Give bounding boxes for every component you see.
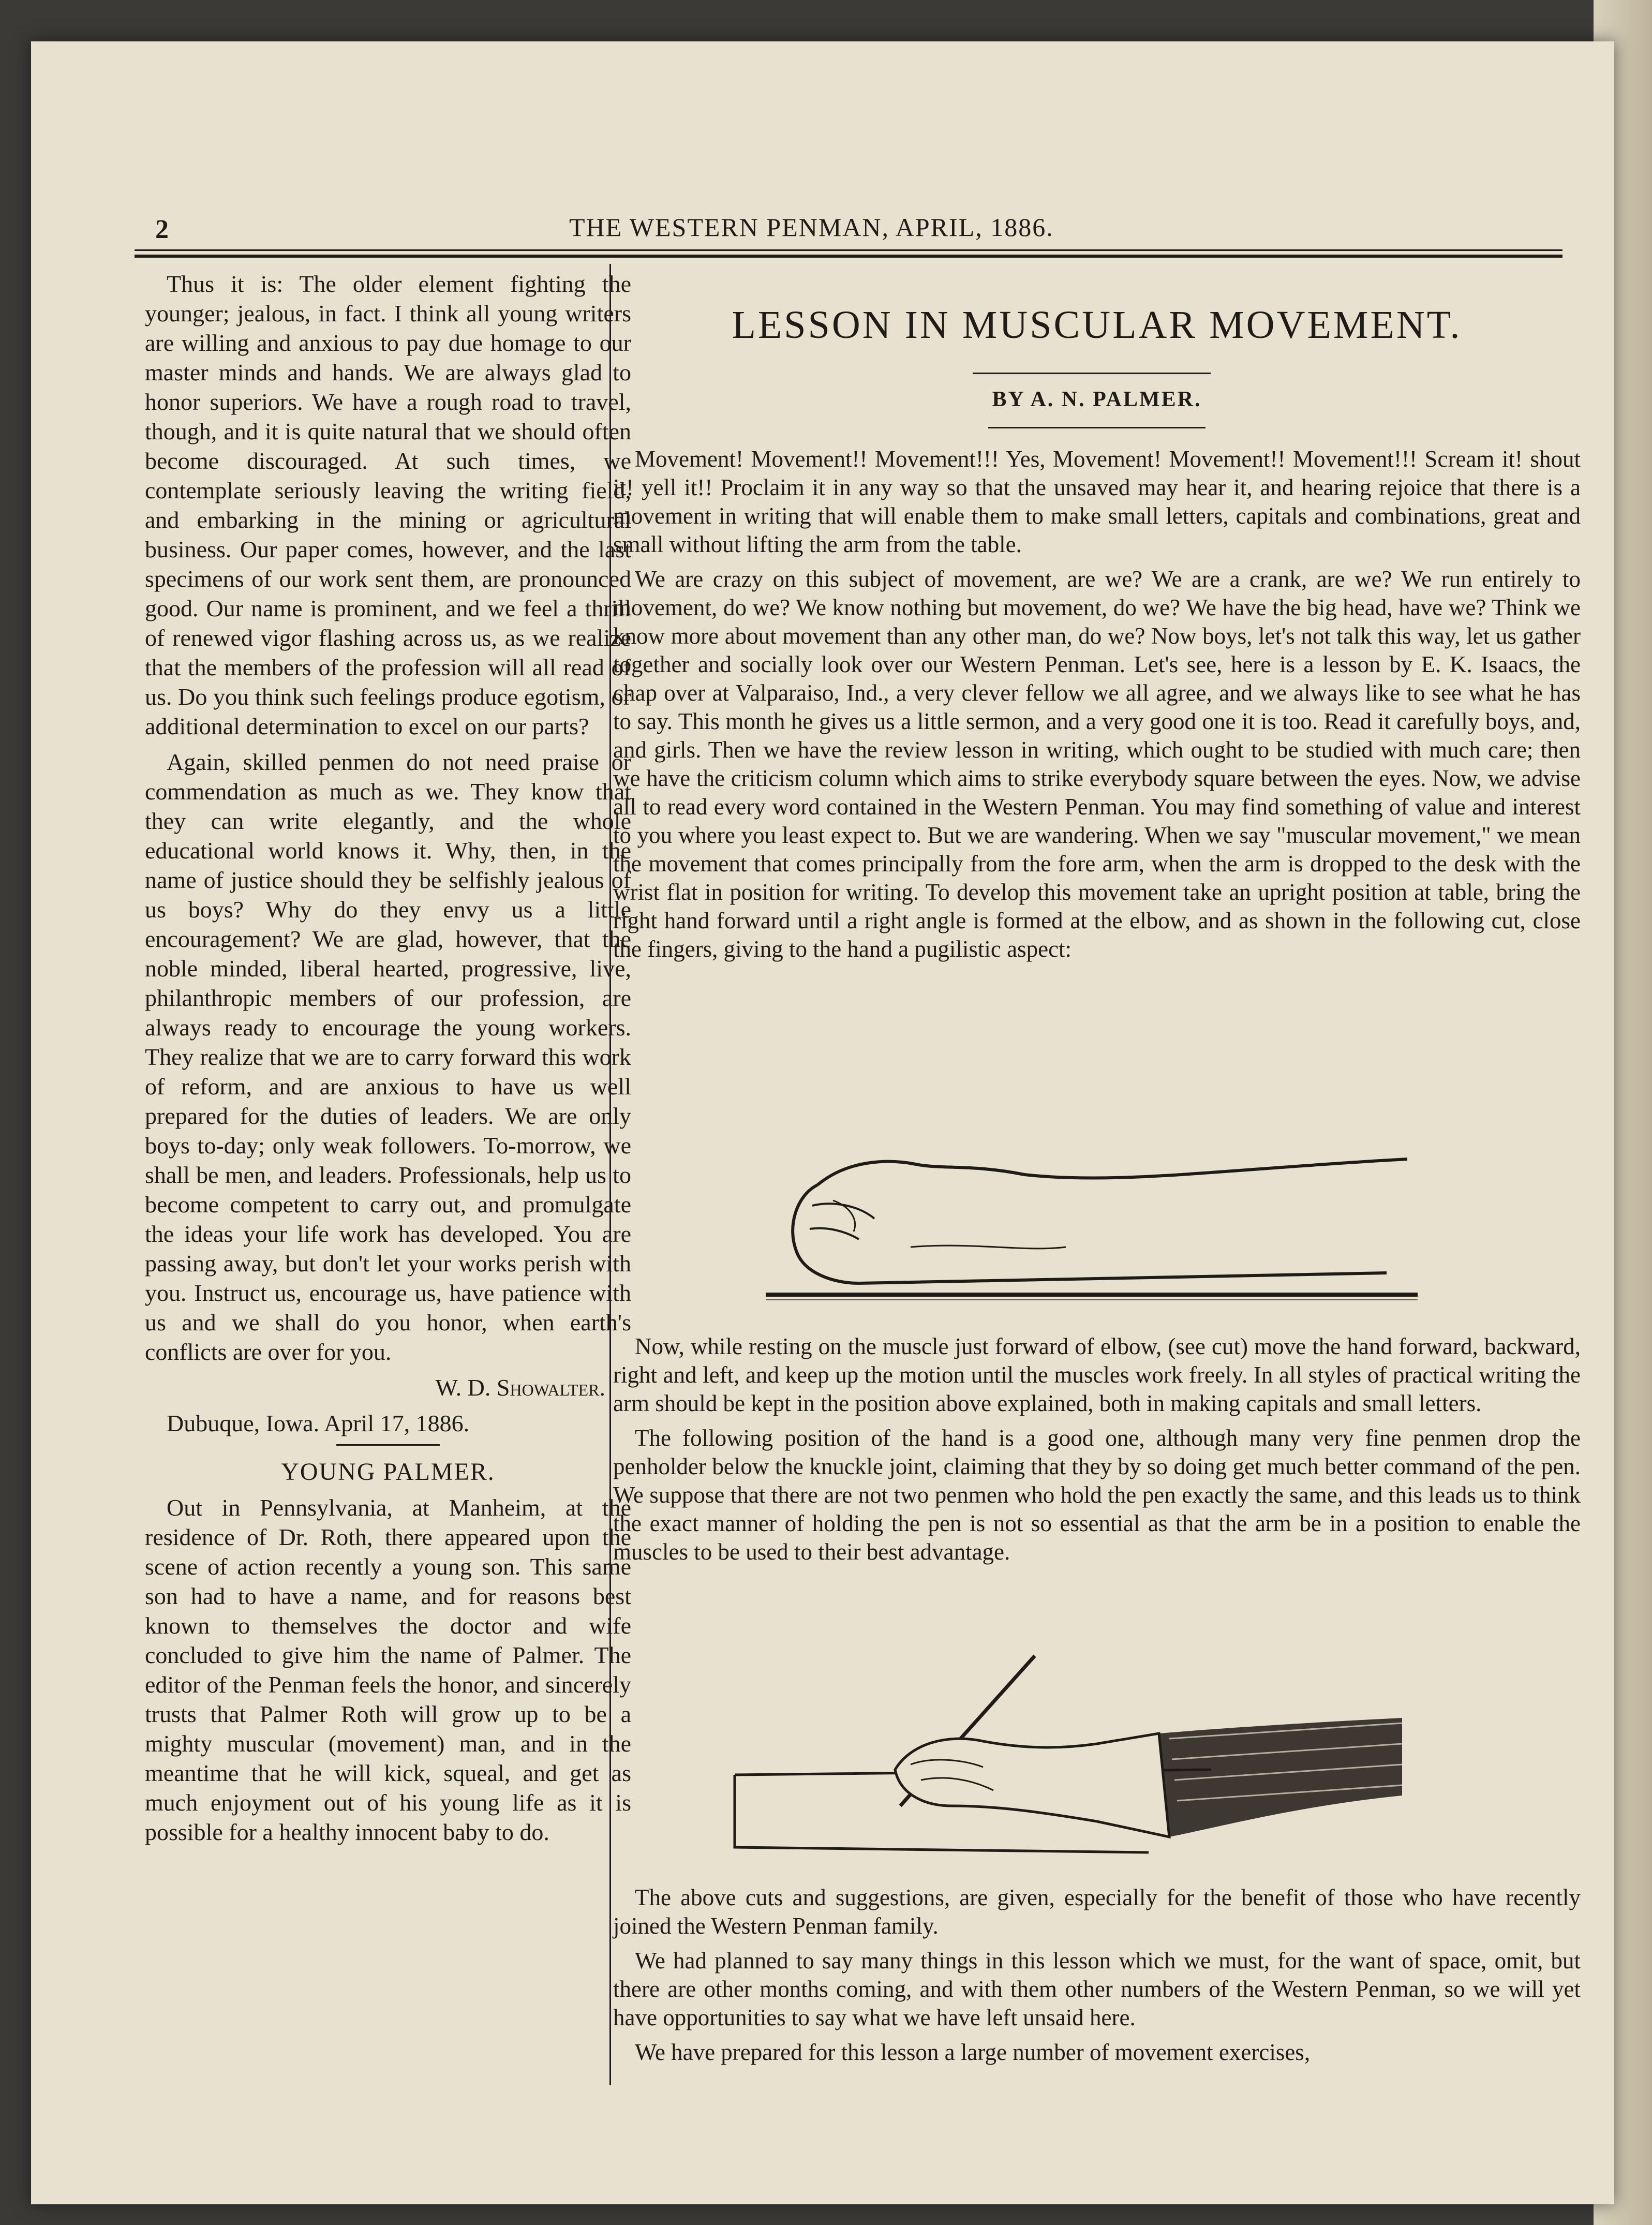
header-rule-thin (135, 249, 1562, 251)
lesson-top-text (613, 445, 1581, 970)
header-rule-thick (135, 255, 1562, 258)
lesson-paragraph: We had planned to say many things in this lesson which we must, for the want of space, omit, but there are other months coming, and with them other numbers of the Western Penman, so we will yet have opportunities to say what we have left unsaid here. (613, 1948, 1581, 2030)
young-palmer-title: YOUNG PALMER. (281, 1458, 495, 1486)
lesson-paragraph: We are crazy on this subject of movement, are we? We are a crank, are we? We run entirely to movement, do we? We know nothing but movement, do we? We have the big head, have we? Think we know more about movement than any other man, do we? Now boys, let's not talk this way, let us gather together and socially look over our Western Penman. Let's see, here is a lesson by E. K. Isaacs, the chap over at Valparaiso, Ind., a very clever fellow we all agree, and we always like to see what he has to say. This month he gives us a little sermon, and a very good one it is too. Read it carefully boys, and, and girls. Then we have the review lesson in writing, which ought to be studied with much care; then we have the criticism column which aims to strike everybody square between the eyes. Now, we advise all to read every word contained in the Western Penman. You may find something of value and interest to you where you least expect to. But we are wandering. When we say "muscular movement," we mean the movement that comes principally from the fore arm, when the arm is dropped to the desk with the wrist flat in position for writing. To develop this movement take an upright position at table, bring the right hand forward until a right angle is formed at the elbow, and as shown in the following cut, close the fingers, giving to the hand a pugilistic aspect: (613, 566, 1581, 962)
pen-hand-illustration (704, 1651, 1480, 1858)
running-title: THE WESTERN PENMAN, APRIL, 1886. (569, 213, 1054, 242)
young-palmer-text: Out in Pennsylvania, at Manheim, at the residence of Dr. Roth, there appeared upon the scene of action recently a young son. This same son had to have a name, and for reasons best known to themselves the doctor and wife concluded to give him the name of Palmer. The editor of the Penman feels the honor, and sincerely trusts that Palmer Roth will grow up to be a mighty muscular (movement) man, and in the meantime that he will kick, squeal, and get as much enjoyment out of his young life as it is possible for a healthy innocent baby to do. (145, 1494, 631, 1845)
title-rule (973, 373, 1211, 374)
lesson-paragraph: The above cuts and suggestions, are given, especially for the benefit of those who have recently joined the Western Penman family. (613, 1885, 1581, 1939)
article-paragraph: Again, skilled penmen do not need praise or commendation as much as we. They know that they can write elegantly, and the whole educational world knows it. Why, then, in the name of justice should they be selfishly jealous of us boys? Why do they envy us a little encouragement? We are glad, however, that the noble minded, liberal hearted, progressive, live, philanthropic members of our profession, are always ready to encourage the young workers. They realize that we are to carry forward this work of reform, and are anxious to have us well prepared for the duties of leaders. We are only boys to-day; only weak followers. To-morrow, we shall be men, and leaders. Professionals, help us to become competent to carry out, and promulgate the ideas your life work has developed. You are passing away, but don't let your works perish with you. Instruct us, encourage us, have patience with us and we shall do you honor, when earth's conflicts are over for you. (145, 749, 631, 1365)
lesson-middle-text (613, 1332, 1581, 1573)
page-number: 2 (155, 215, 169, 244)
place-date: Dubuque, Iowa. April 17, 1886. (167, 1410, 470, 1436)
page-header (31, 208, 1614, 249)
lesson-paragraph: Movement! Movement!! Movement!!! Yes, Movement! Movement!! Movement!!! Scream it! shout it! yell it!! Proclaim it in any way so that the unsaved may hear it, and hearing rejoice that there is a movement in writing that will enable them to make small letters, capitals and combinations, great and small without lifting the arm from the table. (613, 446, 1581, 557)
section-divider (336, 1444, 440, 1446)
fist-arm-illustration (755, 1128, 1428, 1314)
lesson-title: LESSON IN MUSCULAR MOVEMENT. (732, 303, 1462, 347)
signature: W. D. Showalter. (435, 1374, 605, 1401)
lesson-bottom-text (613, 1883, 1581, 2073)
lesson-paragraph: The following position of the hand is a good one, although many very fine penmen drop the penholder below the knuckle joint, claiming that they by so doing get much better command of the pen. We suppose that there are not two penmen who hold the pen exactly the same, and this leads us to think the exact manner of holding the pen is not so essential as that the arm be in a position to enable the muscles to be used to their best advantage. (613, 1425, 1581, 1565)
newspaper-page (31, 41, 1614, 2204)
lesson-paragraph: Now, while resting on the muscle just forward of elbow, (see cut) move the hand forward, backward, right and left, and keep up the motion until the muscles work freely. In all styles of practical writing the arm should be kept in the position above explained, both in making capitals and small letters. (613, 1333, 1581, 1416)
article-paragraph: Thus it is: The older element fighting the younger; jealous, in fact. I think all young writers are willing and anxious to pay due homage to our master minds and hands. We are always glad to honor superiors. We have a rough road to travel, though, and it is quite natural that we should often become discouraged. At such times, we contemplate seriously leaving the writing field, and embarking in the mining or agricultural business. Our paper comes, however, and the last specimens of our work sent them, are pronounced good. Our name is prominent, and we feel a thrill of renewed vigor flashing across us, as we realize that the members of the profession will all read of us. Do you think such feelings produce egotism, or additional determination to excel on our parts? (145, 271, 631, 739)
byline: BY A. N. PALMER. (992, 388, 1202, 411)
byline-rule (988, 427, 1205, 428)
left-column (145, 269, 631, 1853)
lesson-paragraph: We have prepared for this lesson a large number of movement exercises, (635, 2039, 1311, 2065)
